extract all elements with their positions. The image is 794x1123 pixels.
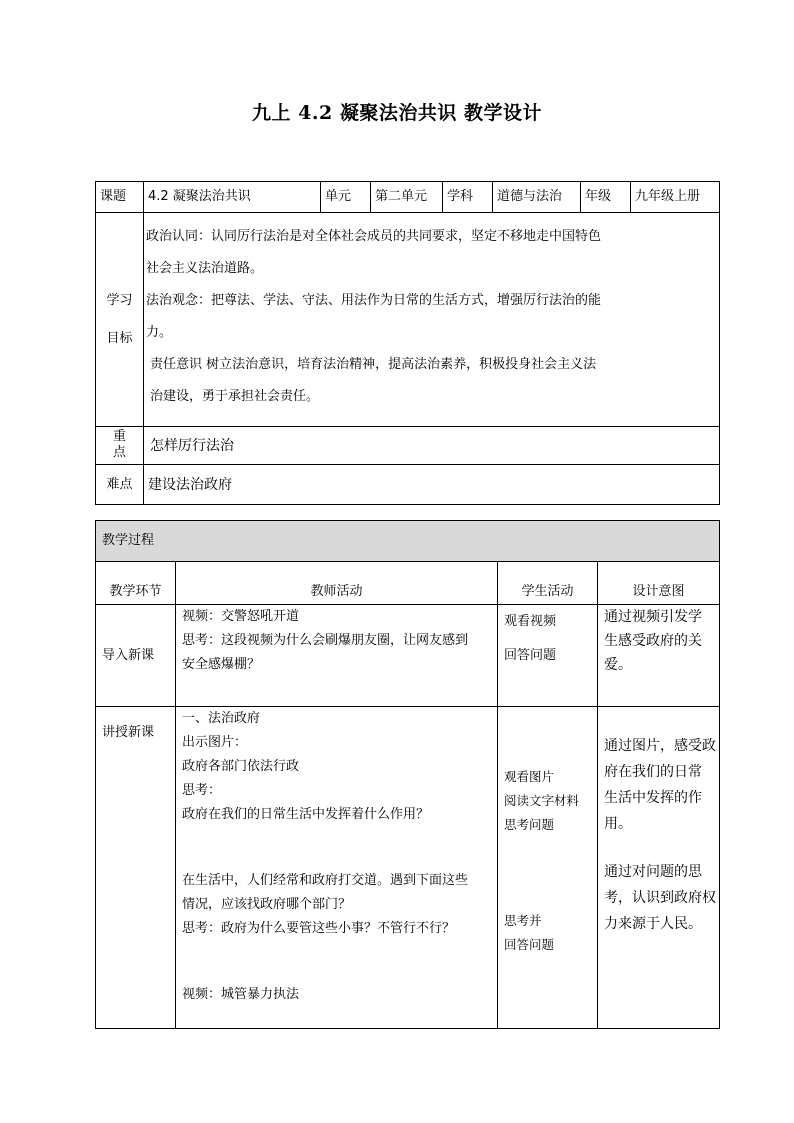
goals-label [96, 213, 144, 427]
teaching-process-table [95, 520, 720, 1029]
intent-new-lesson [598, 707, 720, 1029]
text-line: 情况，应该找政府哪个部门？ [182, 897, 352, 912]
text-line: 一、法治政府 [182, 711, 261, 726]
goal-line: 力。 [146, 325, 173, 340]
text-line: 力来源于人民。 [604, 916, 702, 932]
key-point-value: 怎样厉行法治 [144, 427, 720, 465]
difficulty-label: 难点 [96, 465, 144, 505]
goals-label-line-2: 目标 [106, 330, 133, 346]
grade-value: 九年级上册 [631, 182, 720, 213]
grade-label: 年级 [581, 182, 631, 213]
goal-line: 责任意识 树立法治意识，培育法治精神，提高法治素养，积极投身社会主义法 [150, 357, 597, 372]
text-line: 阅读文字材料 [504, 793, 580, 808]
key-point-label [96, 427, 144, 465]
header-stage: 教学环节 [96, 562, 176, 605]
subject-value: 道德与法治 [493, 182, 581, 213]
text-line: 思考： [182, 783, 222, 798]
text-line: 思考并 [504, 913, 542, 928]
goal-line: 政治认同：认同厉行法治是对全体社会成员的共同要求，坚定不移地走中国特色 [146, 229, 602, 244]
header-teacher: 教师活动 [176, 562, 498, 605]
text-line: 政府各部门依法行政 [182, 759, 300, 774]
text-line: 通过视频引发学 [604, 609, 702, 625]
text-line: 用。 [604, 816, 632, 832]
stage-intro: 导入新课 [96, 605, 176, 707]
text-line: 爱。 [604, 657, 632, 673]
text-line: 思考问题 [504, 817, 555, 832]
header-student: 学生活动 [498, 562, 598, 605]
text-line: 生感受政府的关 [604, 633, 702, 649]
header-intent: 设计意图 [598, 562, 720, 605]
key-label-line-1: 重 [112, 429, 126, 444]
unit-label: 单元 [321, 182, 371, 213]
goal-line: 社会主义法治道路。 [146, 261, 264, 276]
text-line: 思考：政府为什么要管这些小事？不管行不行？ [182, 921, 456, 936]
text-line: 生活中发挥的作 [604, 790, 702, 806]
stage-new-lesson: 讲授新课 [96, 707, 176, 1029]
student-activity-new-lesson [498, 707, 598, 1029]
difficulty-value: 建设法治政府 [144, 465, 720, 505]
text-line: 考，认识到政府权 [604, 890, 716, 906]
subject-label: 学科 [443, 182, 493, 213]
text-line: 回答问题 [504, 937, 555, 952]
text-line: 视频：城管暴力执法 [182, 987, 300, 1002]
text-line: 思考：这段视频为什么会刷爆朋友圈，让网友感到 [182, 633, 469, 648]
text-line: 府在我们的日常 [604, 764, 702, 780]
teacher-activity-intro [176, 605, 498, 707]
goals-label-line-1: 学习 [106, 292, 133, 308]
text-line: 通过对问题的思 [604, 864, 702, 880]
text-line: 通过图片，感受政 [604, 738, 716, 754]
goal-line: 治建设，勇于承担社会责任。 [150, 389, 320, 404]
course-info-table [95, 181, 720, 505]
text-line: 在生活中，人们经常和政府打交道。遇到下面这些 [182, 873, 469, 888]
teacher-activity-new-lesson [176, 707, 498, 1029]
intent-intro [598, 605, 720, 707]
goals-content [144, 213, 720, 427]
goal-line: 法治观念：把尊法、学法、守法、用法作为日常的生活方式，增强厉行法治的能 [146, 293, 602, 308]
text-line: 视频：交警怒吼开道 [182, 609, 300, 624]
document-title: 九上 4.2 凝聚法治共识 教学设计 [252, 102, 542, 124]
unit-value: 第二单元 [371, 182, 443, 213]
topic-label: 课题 [96, 182, 144, 213]
key-label-line-2: 点 [112, 445, 126, 460]
text-line: 观看图片 [504, 769, 555, 784]
section-title: 教学过程 [96, 521, 720, 562]
topic-value: 4.2 凝聚法治共识 [144, 182, 321, 213]
text-line: 安全感爆棚？ [182, 657, 261, 672]
text-line: 观看视频 [504, 614, 557, 629]
student-activity-intro [498, 605, 598, 707]
text-line: 回答问题 [504, 648, 557, 663]
text-line: 政府在我们的日常生活中发挥着什么作用？ [182, 807, 430, 822]
text-line: 出示图片： [182, 735, 248, 750]
